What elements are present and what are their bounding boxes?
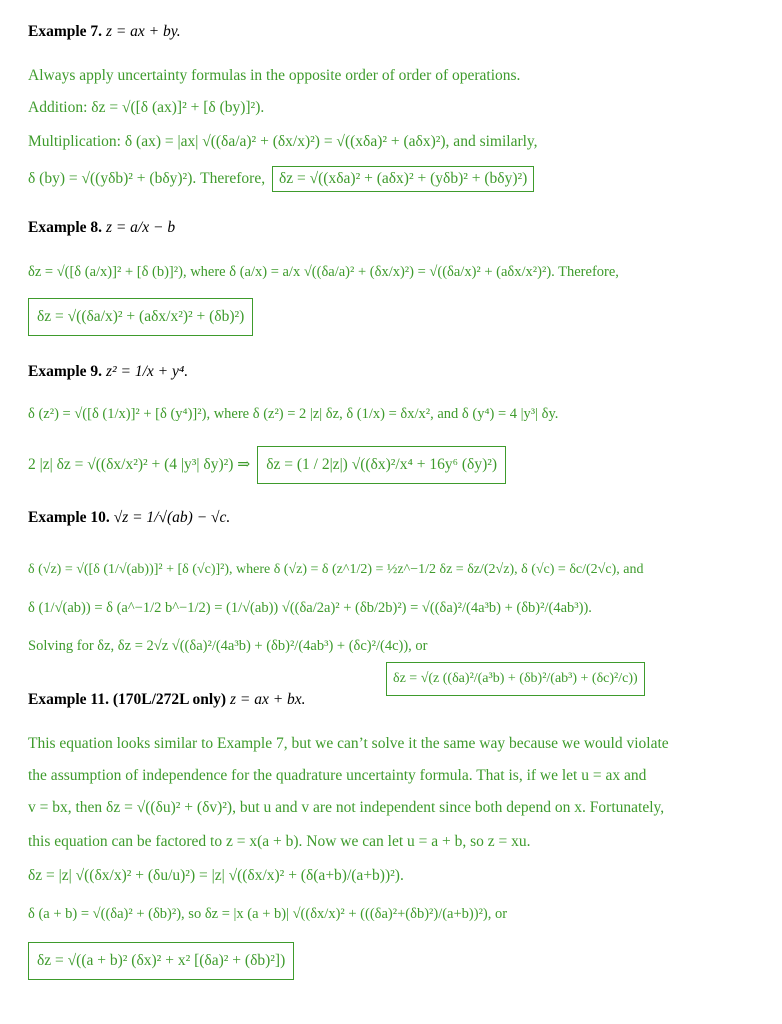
equation: z² = 1/x + y⁴. — [105, 363, 189, 380]
example-11-line6: δ (a + b) = √((δa)² + (δb)²), so δz = |x (a + b)| √((δx/x)² + (((δa)²+(δb)²)/(a+b))²), or — [28, 906, 508, 922]
example-11-heading — [28, 690, 762, 710]
line2-text: 2 |z| δz = √((δx/x²)² + (4 |y³| δy)²) ⇒ — [28, 456, 251, 473]
example-9-line2 — [28, 446, 762, 484]
equation: √z = 1/√(ab) − √c. — [113, 509, 231, 526]
heading-label: Example 7. — [28, 23, 103, 40]
example-9-line1: δ (z²) = √([δ (1/x)]² + [δ (y⁴)]²), where δ (z²) = 2 |z| δz, δ (1/x) = δx/x², and δ (y⁴) = 4 |y³| δy. — [28, 406, 559, 422]
equation: z = a/x − b — [105, 219, 176, 236]
example-8-result-box: δz = √((δa/x)² + (aδx/x²)² + (δb)²) — [28, 298, 253, 336]
example-8-line1: δz = √([δ (a/x)]² + [δ (b)]²), where δ (a/x) = a/x √((δa/a)² + (δx/x)²) = √((δa/x)² + (aδx/x²)²). Therefore, — [28, 264, 619, 280]
example-7-intro: Always apply uncertainty formulas in the opposite order of order of operations. — [28, 67, 521, 84]
heading-label: Example 10. — [28, 509, 110, 526]
example-7-by-line — [28, 166, 762, 192]
by-text: δ (by) = √((yδb)² + (bδy)²). Therefore, — [28, 170, 266, 187]
example-11-line5: δz = |z| √((δx/x)² + (δu/u)²) = |z| √((δx/x)² + (δ(a+b)/(a+b))²). — [28, 867, 404, 884]
heading-label: Example 11. (170L/272L only) — [28, 691, 227, 708]
example-10-line1: δ (√z) = √([δ (1/√(ab))]² + [δ (√c)]²), where δ (√z) = δ (z^1/2) = ½z^−1/2 δz = δz/(2√z), δ (√c) = δc/(2√c), and — [28, 562, 644, 577]
example-10-heading — [28, 508, 762, 528]
equation: z = ax + by. — [105, 23, 181, 40]
example-11-p2: the assumption of independence for the quadrature uncertainty formula. That is, if we let u = ax and — [28, 767, 647, 784]
example-11-p3: v = bx, then δz = √((δu)² + (δv)²), but u and v are not independent since both depend on x. Fortunately, — [28, 799, 665, 816]
example-11-p1: This equation looks similar to Example 7, but we can’t solve it the same way because we would violate — [28, 735, 669, 752]
example-7-heading — [28, 22, 762, 42]
heading-label: Example 9. — [28, 363, 103, 380]
example-7-multiplication: Multiplication: δ (ax) = |ax| √((δa/a)² + (δx/x)²) = √((xδa)² + (aδx)²), and similarly, — [28, 133, 538, 150]
example-11-result-box: δz = √((a + b)² (δx)² + x² [(δa)² + (δb)²]) — [28, 942, 294, 980]
example-8-heading — [28, 218, 762, 238]
equation: z = ax + bx. — [229, 691, 306, 708]
example-11-result-row — [28, 942, 762, 980]
example-7-result-box: δz = √((xδa)² + (aδx)² + (yδb)² + (bδy)²) — [272, 166, 534, 192]
example-8-result-row — [28, 298, 762, 336]
example-11-p4: this equation can be factored to z = x(a + b). Now we can let u = a + b, so z = xu. — [28, 833, 531, 850]
example-10-result-box: δz = √(z ((δa)²/(a³b) + (δb)²/(ab³) + (δc)²/c)) — [386, 662, 645, 696]
example-10-line2: δ (1/√(ab)) = δ (a^−1/2 b^−1/2) = (1/√(ab)) √((δa/2a)² + (δb/2b)²) = √((δa)²/(4a³b) + (δb)²/(4ab³)). — [28, 600, 592, 616]
heading-label: Example 8. — [28, 219, 103, 236]
example-10-line3: Solving for δz, δz = 2√z √((δa)²/(4a³b) + (δb)²/(4ab³) + (δc)²/(4c)), or — [28, 638, 428, 654]
example-9-heading — [28, 362, 762, 382]
example-9-result-box: δz = (1 / 2|z|) √((δx)²/x⁴ + 16y⁶ (δy)²) — [257, 446, 506, 484]
example-7-addition: Addition: δz = √([δ (ax)]² + [δ (by)]²). — [28, 99, 265, 116]
